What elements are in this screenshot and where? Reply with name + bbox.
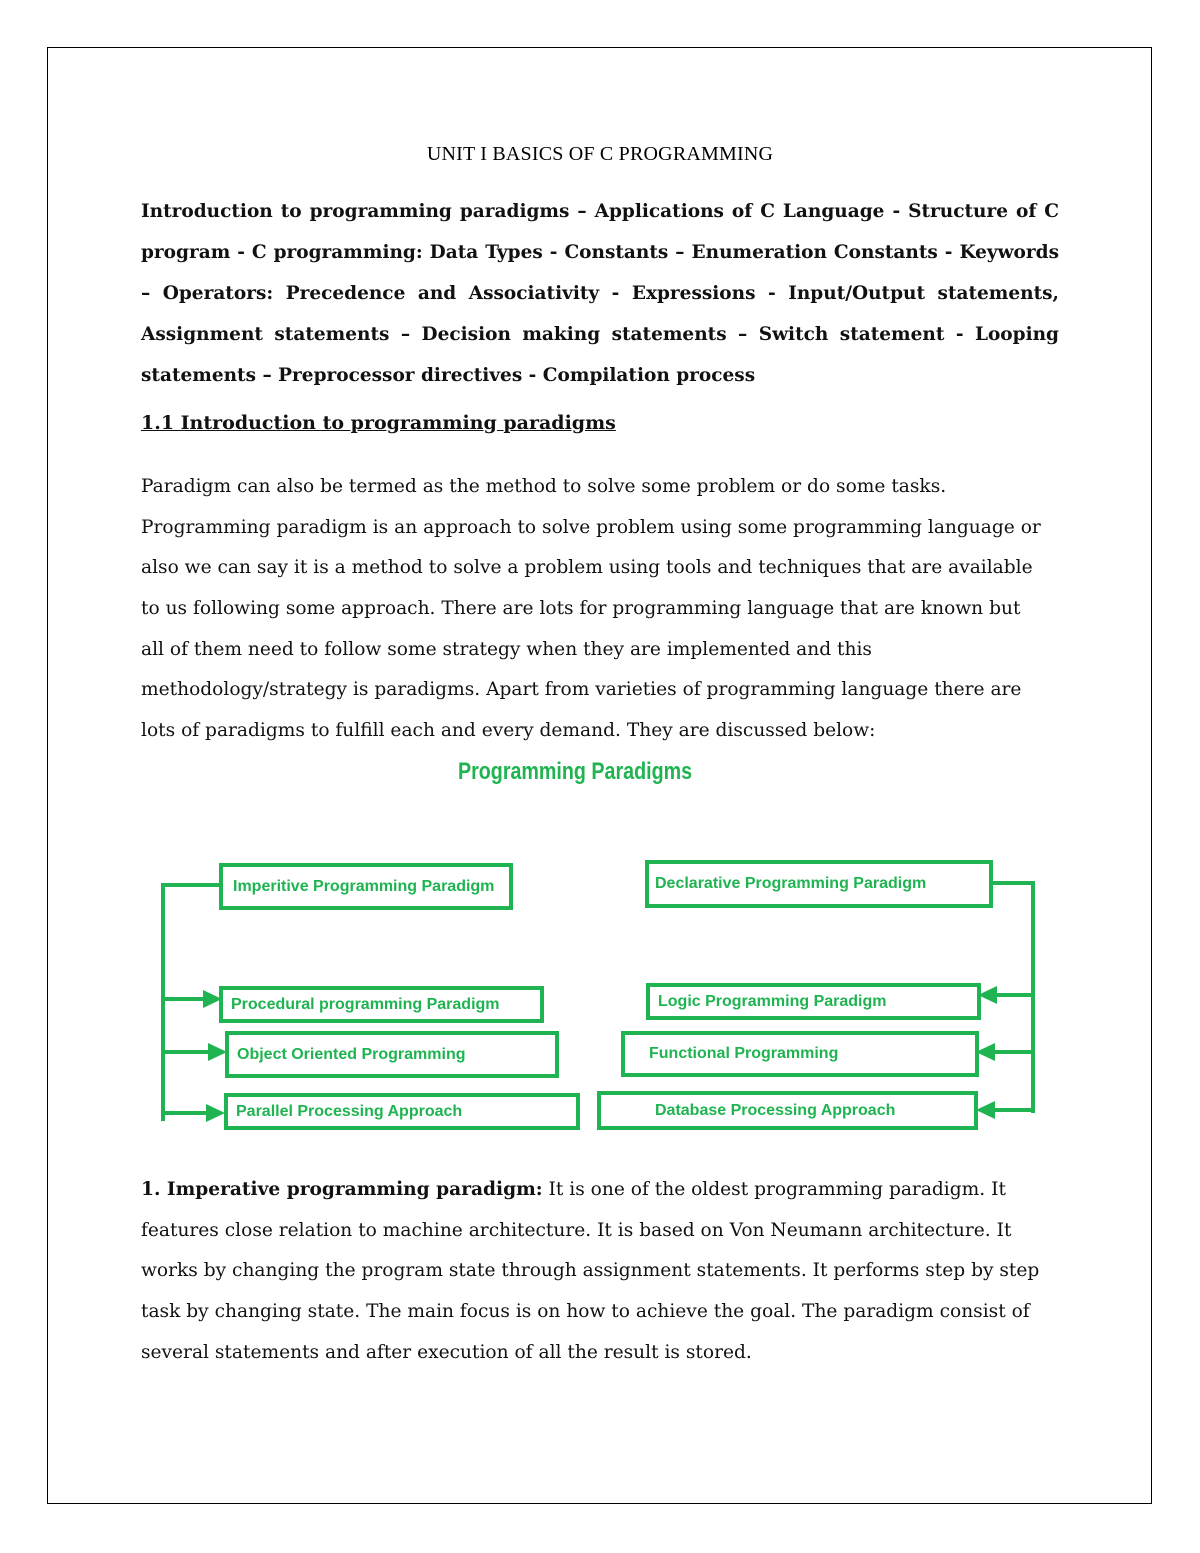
parallel-label: Parallel Processing Approach: [236, 1102, 463, 1120]
oop-box: [225, 1031, 559, 1078]
imperative-first-line: It is one of the oldest programming paradigm. It: [542, 1179, 1006, 1200]
intro-line: lots of paradigms to fulfill each and every demand. They are discussed below:: [141, 720, 876, 742]
procedural-label: Procedural programming Paradigm: [231, 995, 500, 1013]
database-label: Database Processing Approach: [655, 1101, 896, 1119]
imperative-root-box: [219, 863, 513, 910]
imperative-root-label: Imperitive Programming Paradigm: [233, 877, 495, 895]
page-title: UNIT I BASICS OF C PROGRAMMING: [426, 143, 774, 165]
diagram-title: Programming Paradigms: [458, 758, 693, 785]
functional-box: [621, 1031, 979, 1077]
intro-line: Programming paradigm is an approach to solve problem using some programming language or: [141, 516, 1041, 538]
oop-label: Object Oriented Programming: [237, 1045, 466, 1063]
declarative-root-box: [645, 860, 993, 908]
imperative-line: [141, 1170, 1061, 1211]
imperative-line: task by changing state. The main focus is on how to achieve the goal. The paradigm consist of: [141, 1301, 1030, 1323]
database-box: [597, 1091, 978, 1130]
parallel-box: [224, 1093, 580, 1130]
procedural-box: [219, 986, 544, 1023]
section-heading: 1.1 Introduction to programming paradigms: [141, 412, 616, 434]
logic-label: Logic Programming Paradigm: [658, 992, 887, 1010]
intro-paragraph: [141, 467, 1061, 752]
syllabus-topics: Introduction to programming paradigms – Applications of C Language - Structure of C program - C programming: Data Types - Constants – Enumeration Constants - Keywords – Operators: Precedence and Associativity - Expressions - Input/Output statements, Assignment statements – Decision making statements – Switch statement - Looping statements – Preprocessor directives - Compilation process: [141, 201, 1059, 386]
intro-line: to us following some approach. There are lots for programming language that are known but: [141, 598, 1021, 620]
intro-line: also we can say it is a method to solve a problem using tools and techniques that are available: [141, 557, 1033, 579]
imperative-line: several statements and after execution of all the result is stored.: [141, 1341, 752, 1363]
logic-box: [646, 983, 981, 1020]
intro-line: methodology/strategy is paradigms. Apart from varieties of programming language there are: [141, 679, 1022, 701]
intro-line: Paradigm can also be termed as the method to solve some problem or do some tasks.: [141, 476, 947, 497]
imperative-line: works by changing the program state through assignment statements. It performs step by step: [141, 1260, 1040, 1282]
functional-label: Functional Programming: [649, 1045, 839, 1062]
imperative-paragraph: [141, 1170, 1061, 1373]
imperative-lead: 1. Imperative programming paradigm:: [141, 1179, 543, 1200]
imperative-line: features close relation to machine architecture. It is based on Von Neumann architecture. It: [141, 1219, 1012, 1241]
declarative-root-label: Declarative Programming Paradigm: [655, 875, 927, 892]
intro-line: all of them need to follow some strategy when they are implemented and this: [141, 638, 872, 660]
